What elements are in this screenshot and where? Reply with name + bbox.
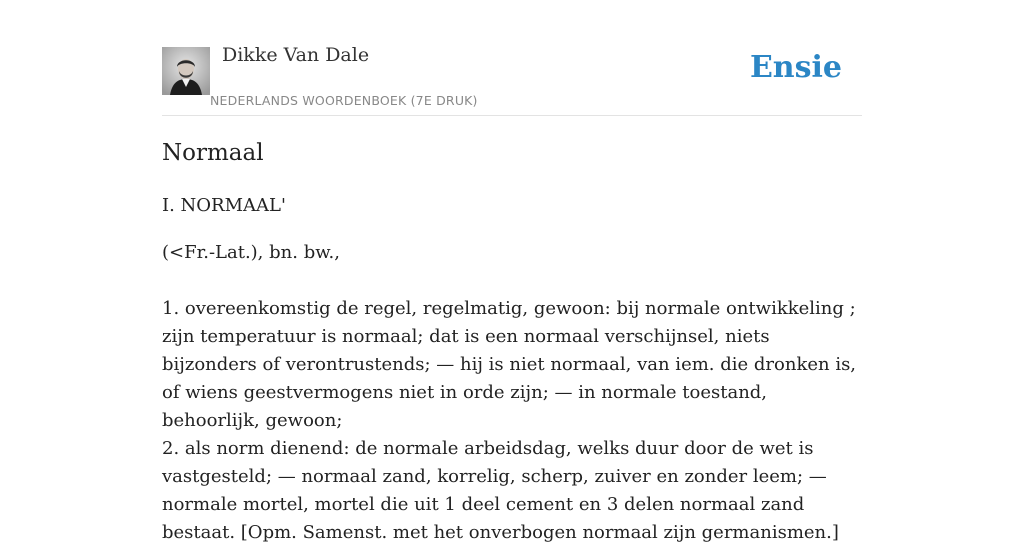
entry-headword: I. NORMAAL' (162, 195, 286, 216)
page-container (162, 0, 862, 543)
header (162, 0, 862, 116)
definition-item: 2. als norm dienend: de normale arbeidsdag, welks duur door de wet is vastgesteld; — normaal zand, korrelig, scherp, zuiver en zonder leem; — normale mortel, mortel die uit 1 deel cement en 3 delen normaal zand bestaat. [Opm. Samenst. met het onverbogen normaal zijn germanismen.] (162, 438, 839, 543)
avatar[interactable] (162, 47, 210, 95)
source-label: NEDERLANDS WOORDENBOEK (7E DRUK) (210, 93, 478, 108)
author-name[interactable]: Dikke Van Dale (222, 44, 370, 66)
brand-logo[interactable]: Ensie (749, 50, 842, 85)
definitions (162, 295, 862, 547)
entry-etymology: (<Fr.-Lat.), bn. bw., (162, 242, 340, 263)
page-title: Normaal (162, 140, 264, 166)
portrait-icon (162, 47, 210, 95)
definition-item: 1. overeenkomstig de regel, regelmatig, gewoon: bij normale ontwikkeling ; zijn temperatuur is normaal; dat is een normaal verschijnsel, niets bijzonders of verontrustends; — hij is niet normaal, van iem. die dronken is, of wiens geestvermogens niet in orde zijn; — in normale toestand, behoorlijk, gewoon; (162, 298, 857, 431)
